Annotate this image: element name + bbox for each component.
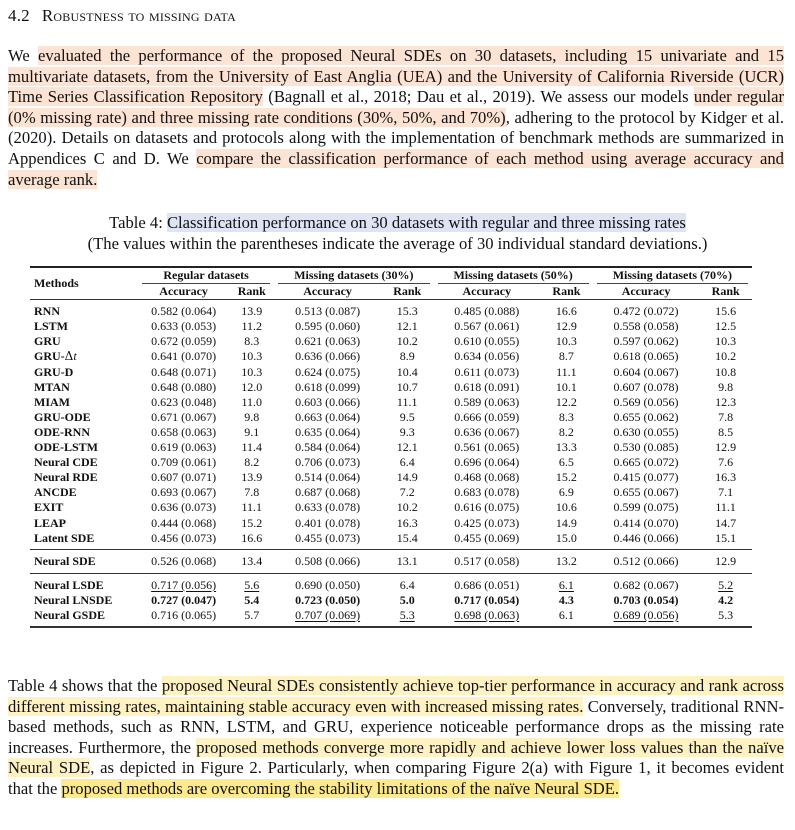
rank-cell: 8.5 [718, 424, 734, 439]
accuracy-cell: 0.633 (0.078) [295, 500, 361, 515]
method-name: LEAP [34, 515, 67, 530]
accuracy-cell: 0.584 (0.064) [295, 440, 361, 455]
discussion-paragraph [8, 676, 784, 800]
accuracy-cell: 0.607 (0.078) [613, 379, 679, 394]
rank-cell: 8.9 [399, 349, 415, 364]
group-header-regular: Regular datasets [138, 267, 274, 284]
accuracy-header: Accuracy [159, 284, 208, 299]
accuracy-cell: 0.663 (0.064) [295, 409, 361, 424]
rank-cell: 12.9 [699, 549, 752, 573]
accuracy-cell: 0.618 (0.091) [454, 379, 520, 394]
accuracy-cell: 0.616 (0.075) [454, 500, 520, 515]
accuracy-cell: 0.621 (0.063) [295, 334, 361, 349]
accuracy-cell: 0.597 (0.062) [613, 334, 679, 349]
methods-header: Methods [34, 276, 79, 291]
accuracy-cell: 0.595 (0.060) [295, 319, 361, 334]
accuracy-cell: 0.468 (0.068) [454, 470, 520, 485]
rank-cell: 10.3 [555, 334, 577, 349]
rank-cell: 5.4 [244, 592, 260, 607]
accuracy-header: Accuracy [462, 284, 512, 299]
rank-cell: 5.2 [699, 573, 752, 593]
accuracy-cell: 0.717 (0.054) [454, 592, 520, 607]
section-heading [8, 6, 236, 26]
rank-cell: 15.2 [555, 470, 577, 485]
rank-cell: 10.2 [396, 500, 418, 515]
table-row [30, 319, 752, 334]
accuracy-cell: 0.512 (0.066) [593, 549, 700, 573]
accuracy-cell: 0.619 (0.063) [151, 440, 217, 455]
text-segment: (Bagnall et al., 2018; Dau et al., 2019). We assess our models [262, 87, 694, 107]
accuracy-header: Accuracy [303, 284, 352, 299]
accuracy-cell: 0.630 (0.055) [613, 424, 679, 439]
rank-cell: 12.2 [555, 394, 577, 409]
rank-cell: 5.7 [244, 607, 260, 622]
table-row [30, 455, 752, 470]
rank-cell: 14.7 [715, 515, 737, 530]
text-segment: We [8, 46, 38, 65]
accuracy-cell: 0.666 (0.059) [454, 409, 520, 424]
accuracy-cell: 0.444 (0.068) [151, 515, 217, 530]
caption-note: (The values within the parentheses indicate the average of 30 individual standard deviations.) [87, 234, 708, 253]
accuracy-cell: 0.682 (0.067) [593, 573, 700, 593]
accuracy-cell: 0.530 (0.085) [613, 440, 679, 455]
accuracy-cell: 0.401 (0.078) [295, 515, 361, 530]
accuracy-cell: 0.633 (0.053) [151, 319, 217, 334]
rank-cell: 9.8 [244, 409, 260, 424]
rank-cell: 9.3 [399, 424, 415, 439]
rank-cell: 15.6 [699, 300, 752, 320]
accuracy-cell: 0.717 (0.056) [138, 573, 229, 593]
accuracy-cell: 0.636 (0.067) [454, 424, 520, 439]
text-segment: Table 4 shows that the [8, 676, 162, 695]
rank-cell: 8.3 [558, 409, 574, 424]
method-name: Neural SDE [30, 549, 138, 573]
table-row [30, 516, 752, 531]
accuracy-cell: 0.623 (0.048) [151, 394, 217, 409]
accuracy-cell: 0.636 (0.066) [295, 349, 361, 364]
accuracy-cell: 0.508 (0.066) [274, 549, 381, 573]
caption-label: Table 4: [109, 213, 167, 232]
highlighted-text-segment: proposed Neural SDEs consistently achieve top-tier performance in accuracy and rank across different missing rates, maintaining stable accuracy even with increased missing rates. [8, 676, 784, 716]
table-row [30, 410, 752, 425]
table-caption [0, 212, 795, 254]
rank-cell: 10.7 [396, 379, 418, 394]
accuracy-header: Accuracy [621, 284, 671, 299]
rank-cell: 14.9 [555, 515, 577, 530]
accuracy-cell: 0.582 (0.064) [138, 300, 229, 320]
method-name: GRU-ODE [34, 409, 91, 424]
method-name: GRU [34, 334, 61, 349]
accuracy-cell: 0.513 (0.087) [274, 300, 381, 320]
accuracy-cell: 0.611 (0.073) [454, 364, 520, 379]
accuracy-cell: 0.599 (0.075) [613, 500, 679, 515]
highlighted-text-segment: under regular (0% missing rate) and three missing rate conditions (30%, 50%, and 70%) [8, 87, 784, 127]
rank-cell: 11.1 [715, 500, 736, 515]
rank-cell: 6.4 [399, 455, 415, 470]
table-row [30, 334, 752, 349]
accuracy-cell: 0.569 (0.056) [613, 394, 679, 409]
table-row [30, 500, 752, 515]
rank-cell: 16.6 [540, 300, 593, 320]
rank-cell: 10.4 [396, 364, 418, 379]
method-name: Neural LSDE [30, 573, 138, 593]
accuracy-cell: 0.683 (0.078) [454, 485, 520, 500]
accuracy-cell: 0.455 (0.073) [295, 530, 361, 545]
rank-header: Rank [237, 284, 266, 299]
rank-cell: 12.1 [396, 319, 418, 334]
rank-cell: 6.1 [558, 607, 574, 622]
accuracy-cell: 0.567 (0.061) [454, 319, 520, 334]
rank-cell: 12.9 [715, 440, 737, 455]
results-table-body [30, 300, 752, 627]
highlighted-text-segment: evaluated the performance of the proposed Neural SDEs on 30 datasets, including 15 univariate and 15 multivariate datasets, from the University of East Anglia (UEA) and the University of California Riverside (UCR) Time Series Classification Repository [8, 46, 784, 107]
rank-header: Rank [711, 284, 740, 299]
group-header-missing-70: Missing datasets (70%) [593, 267, 752, 284]
accuracy-cell: 0.618 (0.099) [295, 379, 361, 394]
rank-cell: 13.3 [555, 440, 577, 455]
accuracy-cell: 0.687 (0.068) [295, 485, 361, 500]
results-table [30, 266, 752, 628]
method-name: GRU-D [34, 364, 74, 379]
accuracy-cell: 0.526 (0.068) [138, 549, 229, 573]
rank-cell: 15.4 [396, 530, 418, 545]
accuracy-cell: 0.415 (0.077) [613, 470, 679, 485]
accuracy-cell: 0.696 (0.064) [454, 455, 520, 470]
rank-cell: 7.8 [718, 409, 734, 424]
accuracy-cell: 0.672 (0.059) [151, 334, 217, 349]
highlighted-text-segment: proposed methods converge more rapidly and achieve lower loss values than the naïve Neural SDE [8, 737, 784, 778]
rank-cell: 5.3 [718, 607, 734, 622]
accuracy-cell: 0.689 (0.056) [613, 607, 679, 622]
accuracy-cell: 0.624 (0.075) [295, 364, 361, 379]
rank-cell: 7.8 [244, 485, 260, 500]
accuracy-cell: 0.716 (0.065) [151, 607, 217, 622]
rank-cell: 11.1 [556, 364, 577, 379]
method-name: Latent SDE [34, 530, 95, 545]
rank-cell: 6.1 [540, 573, 593, 593]
rank-cell: 15.1 [715, 530, 737, 545]
method-name: ANCDE [34, 485, 77, 500]
rank-cell: 11.2 [241, 319, 263, 334]
accuracy-cell: 0.455 (0.069) [454, 530, 520, 545]
table-row [30, 395, 752, 410]
rank-cell: 10.3 [241, 364, 263, 379]
rank-cell: 12.3 [715, 394, 737, 409]
table-row [30, 549, 752, 573]
rank-cell: 12.1 [396, 440, 418, 455]
method-name: Neural CDE [34, 455, 98, 470]
table-row [30, 380, 752, 395]
method-name: ODE-RNN [34, 424, 90, 439]
accuracy-cell: 0.635 (0.064) [295, 424, 361, 439]
accuracy-cell: 0.517 (0.058) [434, 549, 541, 573]
rank-cell: 16.3 [396, 515, 418, 530]
rank-cell: 12.0 [241, 379, 263, 394]
section-number: 4.2 [8, 6, 30, 25]
rank-cell: 10.6 [555, 500, 577, 515]
rank-cell: 5.6 [229, 573, 274, 593]
accuracy-cell: 0.607 (0.071) [151, 470, 217, 485]
method-name: Neural LNSDE [34, 592, 113, 607]
rank-cell: 14.9 [396, 470, 418, 485]
rank-cell: 11.1 [396, 394, 418, 409]
accuracy-cell: 0.658 (0.063) [151, 424, 217, 439]
rank-cell: 10.2 [715, 349, 737, 364]
accuracy-cell: 0.706 (0.073) [295, 455, 361, 470]
rank-cell: 6.9 [558, 485, 574, 500]
rank-cell: 11.4 [241, 440, 263, 455]
accuracy-cell: 0.446 (0.066) [613, 530, 679, 545]
accuracy-cell: 0.414 (0.070) [613, 515, 679, 530]
rank-cell: 11.1 [241, 500, 263, 515]
rank-cell: 16.6 [241, 530, 263, 545]
accuracy-cell: 0.589 (0.063) [454, 394, 520, 409]
accuracy-cell: 0.618 (0.065) [613, 349, 679, 364]
accuracy-cell: 0.561 (0.065) [454, 440, 520, 455]
group-header-missing-50: Missing datasets (50%) [434, 267, 593, 284]
rank-cell: 5.0 [399, 592, 415, 607]
accuracy-cell: 0.425 (0.073) [454, 515, 520, 530]
rank-header: Rank [393, 284, 422, 299]
table-row [30, 608, 752, 627]
table-row [30, 531, 752, 550]
table-row [30, 470, 752, 485]
rank-cell: 8.3 [244, 334, 260, 349]
method-name: MIAM [34, 394, 70, 409]
rank-cell: 8.2 [244, 455, 260, 470]
accuracy-cell: 0.723 (0.050) [295, 592, 361, 607]
section-title: Robustness to missing data [41, 6, 236, 25]
rank-cell: 10.1 [555, 379, 577, 394]
rank-cell: 15.3 [381, 300, 434, 320]
method-name: LSTM [34, 319, 69, 334]
accuracy-cell: 0.671 (0.067) [151, 409, 217, 424]
method-name: Neural GSDE [34, 607, 106, 622]
table-row [30, 349, 752, 364]
rank-cell: 4.3 [558, 592, 574, 607]
rank-cell: 16.3 [715, 470, 737, 485]
accuracy-cell: 0.707 (0.069) [295, 607, 361, 622]
rank-cell: 9.8 [718, 379, 734, 394]
rank-cell: 7.6 [718, 455, 734, 470]
accuracy-cell: 0.558 (0.058) [613, 319, 679, 334]
table-row [30, 300, 752, 320]
table-row [30, 440, 752, 455]
rank-cell: 13.1 [381, 549, 434, 573]
rank-cell: 15.0 [555, 530, 577, 545]
accuracy-cell: 0.686 (0.051) [434, 573, 541, 593]
text-segment: , adhering to the protocol by Kidger et al. (2020). Details on datasets and protocols along with the implementation of benchmark methods are summarized in Appendices C and D. We [8, 107, 784, 168]
rank-cell: 8.7 [558, 349, 574, 364]
accuracy-cell: 0.709 (0.061) [151, 455, 217, 470]
accuracy-cell: 0.636 (0.073) [151, 500, 217, 515]
rank-cell: 8.2 [558, 424, 574, 439]
rank-cell: 12.5 [715, 319, 737, 334]
rank-cell: 12.9 [555, 319, 577, 334]
accuracy-cell: 0.634 (0.056) [454, 349, 520, 364]
highlighted-text-segment: proposed methods are overcoming the stability limitations of the naïve Neural SDE. [61, 778, 620, 798]
table-row [30, 593, 752, 608]
rank-cell: 4.2 [718, 592, 734, 607]
method-name: ODE-LSTM [34, 440, 99, 455]
intro-paragraph [8, 46, 784, 190]
accuracy-cell: 0.655 (0.062) [613, 409, 679, 424]
accuracy-cell: 0.703 (0.054) [613, 592, 679, 607]
caption-title: Classification performance on 30 datasets with regular and three missing rates [166, 213, 686, 232]
rank-cell: 10.8 [715, 364, 737, 379]
accuracy-cell: 0.641 (0.070) [151, 349, 217, 364]
rank-cell: 5.3 [399, 607, 415, 622]
method-name: GRU-Δt [34, 349, 77, 364]
accuracy-cell: 0.604 (0.067) [613, 364, 679, 379]
accuracy-cell: 0.485 (0.088) [434, 300, 541, 320]
accuracy-cell: 0.648 (0.071) [151, 364, 217, 379]
method-name: EXIT [34, 500, 64, 515]
accuracy-cell: 0.655 (0.067) [613, 485, 679, 500]
rank-cell: 13.9 [241, 470, 263, 485]
rank-cell: 11.0 [241, 394, 263, 409]
highlighted-text-segment: compare the classification performance of each method using average accuracy and average rank. [8, 148, 784, 189]
table-row [30, 425, 752, 440]
method-name: MTAN [34, 379, 70, 394]
accuracy-cell: 0.698 (0.063) [454, 607, 520, 622]
accuracy-cell: 0.456 (0.073) [151, 530, 217, 545]
rank-cell: 6.4 [381, 573, 434, 593]
rank-cell: 10.2 [396, 334, 418, 349]
method-name: Neural RDE [34, 470, 98, 485]
accuracy-cell: 0.727 (0.047) [151, 592, 217, 607]
accuracy-cell: 0.472 (0.072) [593, 300, 700, 320]
text-segment: , as depicted in Figure 2. Particularly, when comparing Figure 2(a) with Figure 1, it becomes evident that the [8, 758, 784, 798]
text-segment: Conversely, traditional RNN-based methods, such as RNN, LSTM, and GRU, experience noticeable performance drops as the missing rate increases. Furthermore, the [8, 696, 784, 757]
rank-header: Rank [552, 284, 581, 299]
rank-cell: 9.5 [399, 409, 415, 424]
accuracy-cell: 0.648 (0.080) [151, 379, 217, 394]
rank-cell: 10.3 [241, 349, 263, 364]
accuracy-cell: 0.665 (0.072) [613, 455, 679, 470]
method-name: RNN [30, 300, 138, 320]
accuracy-cell: 0.603 (0.066) [295, 394, 361, 409]
rank-cell: 6.5 [558, 455, 574, 470]
rank-cell: 9.1 [244, 424, 260, 439]
table-row [30, 573, 752, 593]
rank-cell: 13.4 [229, 549, 274, 573]
accuracy-cell: 0.610 (0.055) [454, 334, 520, 349]
rank-cell: 13.9 [229, 300, 274, 320]
rank-cell: 10.3 [715, 334, 737, 349]
rank-cell: 13.2 [540, 549, 593, 573]
accuracy-cell: 0.514 (0.064) [295, 470, 361, 485]
rank-cell: 7.1 [718, 485, 734, 500]
accuracy-cell: 0.690 (0.050) [274, 573, 381, 593]
group-header-missing-30: Missing datasets (30%) [274, 267, 433, 284]
rank-cell: 15.2 [241, 515, 263, 530]
accuracy-cell: 0.693 (0.067) [151, 485, 217, 500]
table-row [30, 485, 752, 500]
table-row [30, 365, 752, 380]
rank-cell: 7.2 [399, 485, 415, 500]
